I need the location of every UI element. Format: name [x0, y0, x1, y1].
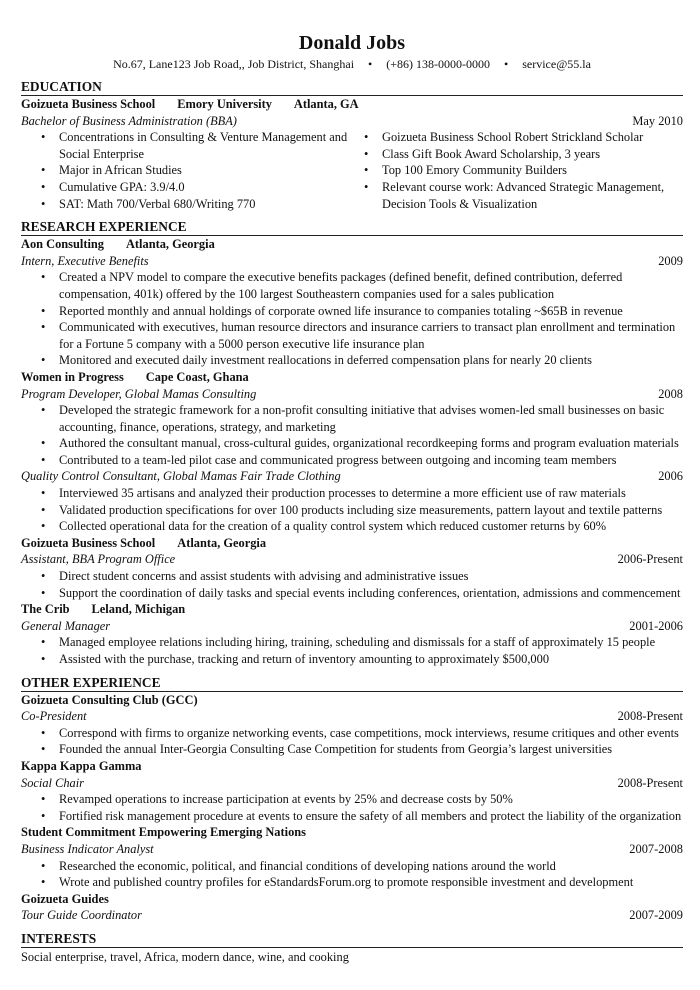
list-item: • Relevant course work: Advanced Strategic Management, Decision Tools & Visualization	[382, 179, 683, 212]
list-item: • Concentrations in Consulting & Venture Management and Social Enterprise	[59, 129, 360, 162]
list-item: • Assisted with the purchase, tracking and return of inventory amounting to approximately $500,000	[59, 651, 683, 668]
list-item: • Researched the economic, political, and financial conditions of developing nations around the world	[59, 858, 683, 875]
employer-location: Cape Coast, Ghana	[145, 369, 249, 384]
employer-heading	[21, 758, 683, 775]
education-left-list	[21, 129, 360, 212]
employer-name: Kappa Kappa Gamma	[21, 758, 142, 773]
duties-list	[21, 568, 683, 601]
list-item: • Reported monthly and annual holdings of corporate owned life insurance to companies totaling ~$65B in revenue	[59, 303, 683, 320]
role-date: 2007-2008	[629, 841, 683, 856]
research-section	[21, 219, 683, 667]
role-title: Quality Control Consultant, Global Mamas Fair Trade Clothing	[21, 469, 341, 484]
role-row	[21, 468, 683, 485]
list-item: • Authored the consultant manual, cross-cultural guides, organizational recordkeeping forms and program evaluation materials	[59, 435, 683, 452]
list-item: • Created a NPV model to compare the executive benefits packages (defined benefit, defined contribution, deferred compensation, 401k) offered by the 100 largest Southeastern companies used for a sales publication	[59, 269, 683, 302]
contact-separator: •	[368, 57, 373, 71]
list-item: • Wrote and published country profiles for eStandardsForum.org to promote responsible investment and development	[59, 874, 683, 891]
list-item: • Developed the strategic framework for a non-profit consulting initiative that advises women-led small businesses on basic accounting, finance, operations, strategy, and marketing	[59, 402, 683, 435]
role-row	[21, 551, 683, 568]
employer-location: Atlanta, Georgia	[177, 535, 267, 550]
contact-line	[21, 56, 683, 72]
list-item: • Collected operational data for the creation of a quality control system which reduced customer returns by 60%	[59, 518, 683, 535]
employer-heading	[21, 824, 683, 841]
list-item: • Fortified risk management procedure at events to ensure the safety of all members and protect the liability of the organization	[59, 808, 683, 825]
role-row	[21, 907, 683, 924]
role-date: 2009	[658, 253, 683, 268]
role-date: 2007-2009	[629, 908, 683, 923]
employer-heading	[21, 692, 683, 709]
duties-list	[21, 269, 683, 369]
role-title: Co-President	[21, 709, 87, 724]
role-row	[21, 618, 683, 635]
role-title: Social Chair	[21, 775, 84, 790]
phone: (+86) 138-0000-0000	[386, 57, 491, 71]
list-item: • Monitored and executed daily investment reallocations in deferred compensation plans for nearly 20 clients	[59, 352, 683, 369]
role-date: 2006-Present	[617, 552, 683, 567]
spacer	[21, 924, 683, 931]
duties-list	[21, 402, 683, 468]
interests-text: Social enterprise, travel, Africa, modern dance, wine, and cooking	[21, 949, 349, 964]
degree-row	[21, 113, 683, 130]
employer-location: Atlanta, Georgia	[125, 237, 215, 252]
employer-location: Leland, Michigan	[91, 602, 186, 617]
list-item: • Managed employee relations including hiring, training, scheduling and dismissals for a staff of approximately 15 people	[59, 634, 683, 651]
employer-name: Women in Progress	[21, 369, 124, 384]
role-row	[21, 775, 683, 792]
duties-list	[21, 634, 683, 667]
employer-name: Goizueta Business School	[21, 535, 156, 550]
employer-name: Goizueta Consulting Club (GCC)	[21, 692, 198, 707]
school-location: Atlanta, GA	[293, 97, 359, 111]
candidate-name: Donald Jobs	[298, 32, 406, 54]
list-item: • Cumulative GPA: 3.9/4.0	[59, 179, 360, 196]
university-name: Emory University	[177, 97, 272, 111]
other-entries	[21, 692, 683, 924]
role-row	[21, 708, 683, 725]
interests-section	[21, 931, 683, 966]
education-section	[21, 79, 683, 212]
degree: Bachelor of Business Administration (BBA)	[21, 113, 237, 128]
role-date: 2008-Present	[617, 775, 683, 790]
list-item: • Communicated with executives, human resource directors and insurance carriers to transact plan enrollment and termination for a Fortune 5 company with a 5000 person executive life insurance plan	[59, 319, 683, 352]
spacer	[21, 668, 683, 675]
role-row	[21, 386, 683, 403]
contact-separator: •	[504, 57, 509, 71]
section-title-education: EDUCATION	[21, 79, 683, 96]
list-item: • Goizueta Business School Robert Strickland Scholar	[382, 129, 683, 146]
school-name: Goizueta Business School	[21, 97, 156, 111]
role-title: Program Developer, Global Mamas Consulting	[21, 386, 257, 401]
list-item: • Interviewed 35 artisans and analyzed their production processes to determine a more efficient use of raw materials	[59, 485, 683, 502]
role-title: Intern, Executive Benefits	[21, 253, 149, 268]
research-entries	[21, 236, 683, 667]
role-date: 2008-Present	[617, 709, 683, 724]
employer-heading	[21, 891, 683, 908]
role-row	[21, 841, 683, 858]
role-row	[21, 253, 683, 270]
list-item: • Founded the annual Inter-Georgia Consulting Case Competition for students from Georgia’s largest universities	[59, 741, 683, 758]
role-date: 2006	[658, 469, 683, 484]
employer-name: Student Commitment Empowering Emerging Nations	[21, 825, 306, 840]
duties-list	[21, 791, 683, 824]
duties-list	[21, 725, 683, 758]
email: service@55.la	[522, 57, 591, 71]
role-title: Tour Guide Coordinator	[21, 908, 142, 923]
duties-list	[21, 858, 683, 891]
section-title-research: RESEARCH EXPERIENCE	[21, 219, 683, 236]
employer-heading	[21, 236, 683, 253]
degree-date: May 2010	[632, 113, 683, 128]
list-item: • Validated production specifications for over 100 products including size measurements, pattern layout and textile patterns	[59, 502, 683, 519]
section-title-other: OTHER EXPERIENCE	[21, 675, 683, 692]
education-details	[21, 129, 683, 212]
list-item: • Class Gift Book Award Scholarship, 3 years	[382, 146, 683, 163]
list-item: • Top 100 Emory Community Builders	[382, 162, 683, 179]
list-item: • Revamped operations to increase participation at events by 25% and decrease costs by 50%	[59, 791, 683, 808]
employer-heading	[21, 535, 683, 552]
list-item: • Major in African Studies	[59, 162, 360, 179]
employer-name: Aon Consulting	[21, 237, 104, 252]
education-right-list	[360, 129, 683, 212]
role-date: 2008	[658, 386, 683, 401]
role-date: 2001-2006	[629, 618, 683, 633]
other-experience-section	[21, 675, 683, 924]
employer-heading	[21, 369, 683, 386]
list-item: • Contributed to a team-led pilot case and communicated progress between outgoing and incoming team members	[59, 452, 683, 469]
employer-name: The Crib	[21, 602, 70, 617]
role-title: Business Indicator Analyst	[21, 841, 154, 856]
employer-heading	[21, 601, 683, 618]
education-orgs	[21, 96, 683, 113]
list-item: • Support the coordination of daily tasks and special events including conferences, orientation, admissions and commencement	[59, 585, 683, 602]
section-title-interests: INTERESTS	[21, 931, 683, 948]
address: No.67, Lane123 Job Road,, Job District, Shanghai	[113, 57, 355, 71]
list-item: • Direct student concerns and assist students with advising and administrative issues	[59, 568, 683, 585]
employer-name: Goizueta Guides	[21, 891, 109, 906]
list-item: • SAT: Math 700/Verbal 680/Writing 770	[59, 196, 360, 213]
role-title: General Manager	[21, 618, 111, 633]
list-item: • Correspond with firms to organize networking events, case competitions, mock interviews, resume critiques and other events	[59, 725, 683, 742]
role-title: Assistant, BBA Program Office	[21, 552, 176, 567]
duties-list	[21, 485, 683, 535]
